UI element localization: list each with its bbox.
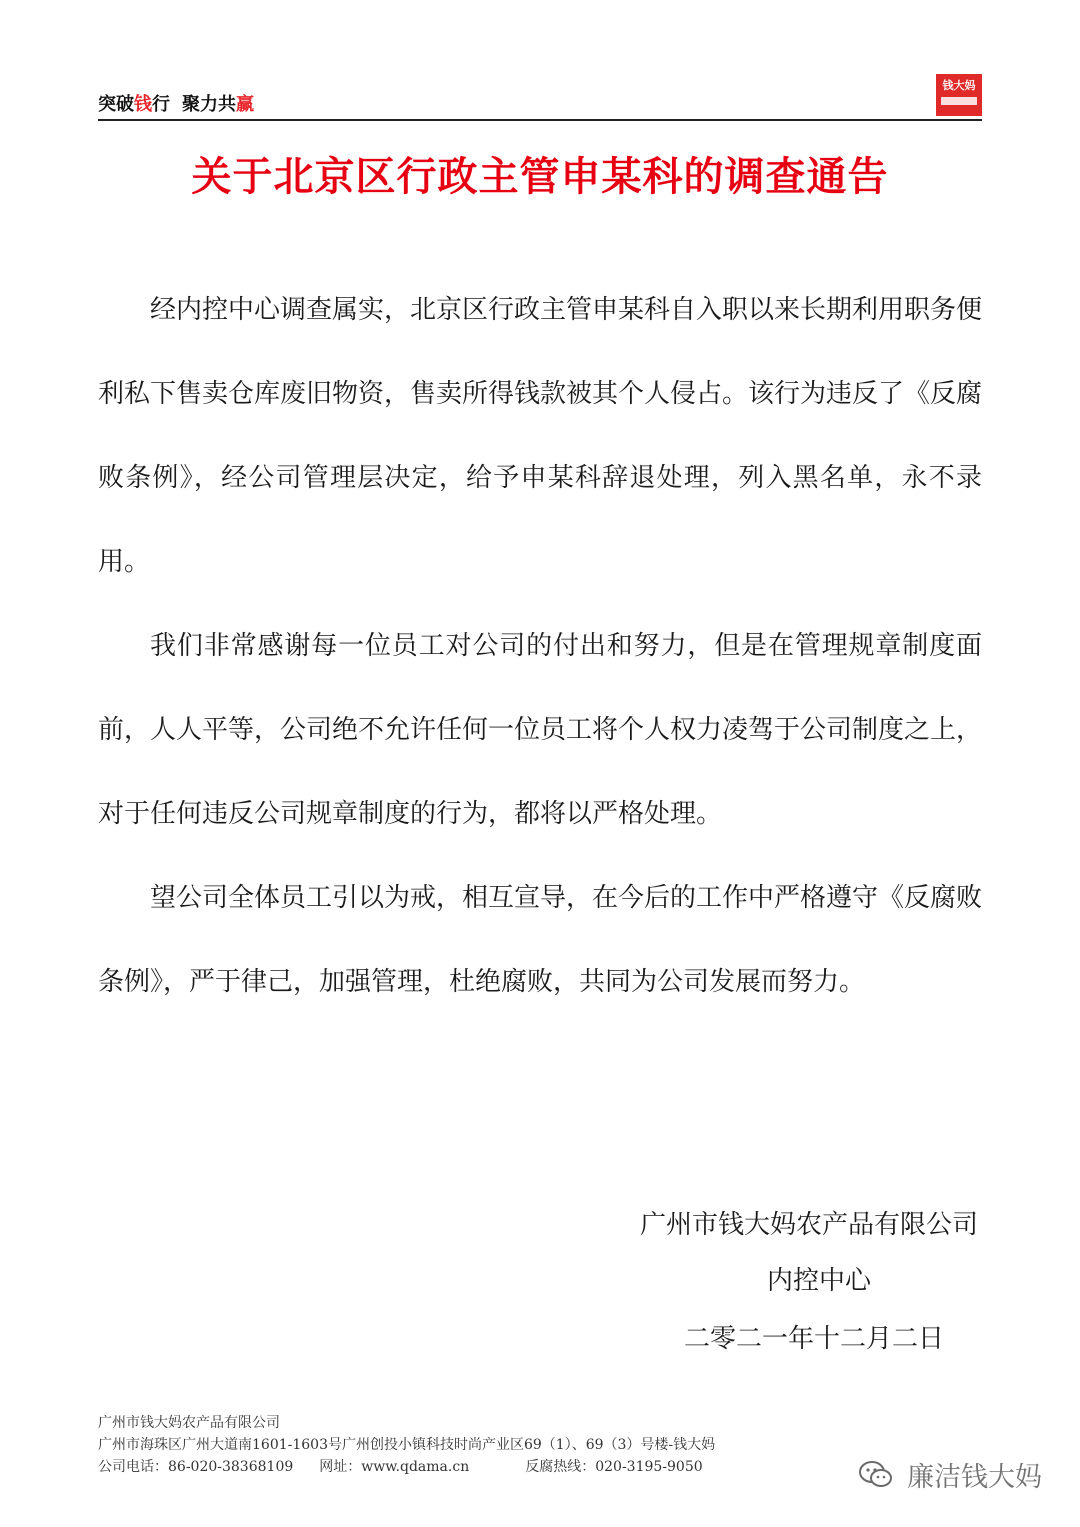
footer-phone: 公司电话：86-020-38368109 <box>98 1459 294 1475</box>
paragraph-2: 我们非常感谢每一位员工对公司的付出和努力，但是在管理规章制度面前，人人平等，公司绝不允许任何一位员工将个人权力凌驾于公司制度之上，对于任何违反公司规章制度的行为，都将以严格处理。 <box>98 631 983 829</box>
wechat-icon <box>858 1459 894 1491</box>
slogan-part-3: 行 <box>152 94 170 115</box>
slogan <box>98 90 254 116</box>
slogan-part-1: 突破 <box>98 94 134 115</box>
header-divider <box>98 119 982 121</box>
slogan-part-5: 赢 <box>236 94 254 115</box>
logo-text: 钱大妈 <box>942 79 976 92</box>
page-footer <box>98 1412 715 1478</box>
page-header <box>98 74 982 120</box>
signature-company: 广州市钱大妈农产品有限公司 <box>640 1210 979 1240</box>
document-body <box>98 268 982 1024</box>
signature-department: 内控中心 <box>767 1266 872 1296</box>
footer-hotline: 反腐热线：020-3195-9050 <box>525 1459 703 1475</box>
watermark-text: 廉洁钱大妈 <box>907 1462 1042 1493</box>
footer-address: 广州市海珠区广州大道南1601-1603号广州创投小镇科技时尚产业区69（1）、69（3）号楼-钱大妈 <box>98 1437 716 1453</box>
signature-date: 二零二一年十二月二日 <box>684 1324 945 1354</box>
slogan-part-4: 聚力共 <box>182 94 236 115</box>
company-logo <box>936 74 982 116</box>
logo-subline <box>941 97 977 105</box>
paragraph-1: 经内控中心调查属实，北京区行政主管申某科自入职以来长期利用职务便利私下售卖仓库废旧物资，售卖所得钱款被其个人侵占。该行为违反了《反腐败条例》，经公司管理层决定，给予申某科辞退处理，列入黑名单，永不录用。 <box>98 295 983 577</box>
watermark <box>858 1455 1042 1499</box>
document-title: 关于北京区行政主管申某科的调查通告 <box>191 154 889 200</box>
footer-company: 广州市钱大妈农产品有限公司 <box>98 1415 280 1431</box>
paragraph-3: 望公司全体员工引以为戒，相互宣导，在今后的工作中严格遵守《反腐败条例》，严于律己，加强管理，杜绝腐败，共同为公司发展而努力。 <box>98 883 983 997</box>
footer-website: 网址：www.qdama.cn <box>319 1459 470 1475</box>
footer-contact-row <box>98 1456 715 1478</box>
slogan-part-2: 钱 <box>134 94 152 115</box>
